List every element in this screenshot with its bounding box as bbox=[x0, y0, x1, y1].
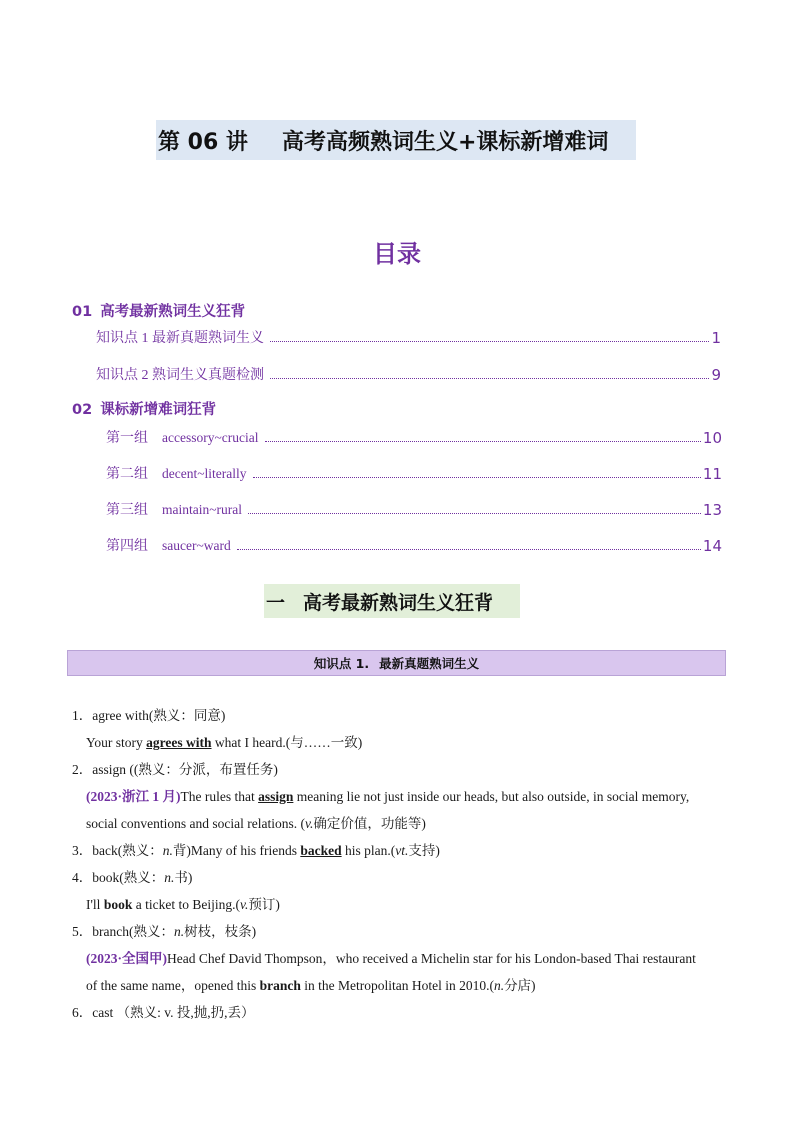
toc-item-label: 第一组 accessory~crucial bbox=[106, 430, 259, 446]
entry-1-example: Your story agrees with what I heard.(与……一致) bbox=[86, 735, 363, 750]
source-tag: (2023·全国甲) bbox=[86, 951, 167, 966]
toc-item-label: 第二组 decent~literally bbox=[106, 466, 247, 482]
toc-item-group3[interactable] bbox=[106, 497, 722, 519]
entry-2-example-cont: social conventions and social relations. (v.确定价值，功能等) bbox=[86, 816, 426, 831]
toc-section-number: 02 bbox=[72, 402, 93, 418]
toc-section-01[interactable] bbox=[72, 300, 245, 321]
knowledge-point-label: 知识点 1. bbox=[313, 656, 370, 671]
toc-item-page: 9 bbox=[711, 366, 721, 384]
entry-1-head: 1．agree with(熟义：同意) bbox=[72, 708, 226, 723]
toc-section-02[interactable] bbox=[72, 398, 216, 419]
keyword: backed bbox=[300, 843, 342, 858]
entry-2-example: (2023·浙江 1 月)The rules that assign meaning lie not just inside our heads, but also outside, in social memory, bbox=[86, 789, 690, 804]
toc-item-page: 1 bbox=[711, 329, 721, 347]
knowledge-point-title: 最新真题熟词生义 bbox=[379, 656, 480, 671]
entry-4-example: I'll book a ticket to Beijing.(v.预订) bbox=[86, 897, 280, 912]
toc-heading: 目录 bbox=[373, 240, 421, 268]
entry-5-example: (2023·全国甲)Head Chef David Thompson，who received a Michelin star for his London-based Thai restaurant bbox=[86, 951, 696, 966]
toc-section-name: 高考最新熟词生义狂背 bbox=[100, 304, 246, 320]
toc-leader bbox=[265, 441, 701, 442]
toc-item-kp2[interactable] bbox=[96, 362, 721, 384]
entry-3: 3．back(熟义：n.背)Many of his friends backed his plan.(vt.支持) bbox=[72, 843, 440, 858]
entry-4-head: 4．book(熟义：n.书) bbox=[72, 870, 193, 885]
keyword: branch bbox=[259, 978, 301, 993]
part-number: 一 bbox=[266, 591, 286, 614]
lecture-number: 第 06 讲 bbox=[158, 129, 248, 155]
source-tag: (2023·浙江 1 月) bbox=[86, 789, 181, 804]
part-title: 高考最新熟词生义狂背 bbox=[303, 591, 494, 614]
keyword: agrees with bbox=[146, 735, 212, 750]
toc-leader bbox=[270, 341, 709, 342]
toc-item-group1[interactable] bbox=[106, 425, 722, 447]
part-title-banner bbox=[264, 584, 520, 618]
knowledge-point-banner bbox=[67, 650, 726, 676]
toc-item-kp1[interactable] bbox=[96, 325, 721, 347]
entry-5-example-cont: of the same name，opened this branch in the Metropolitan Hotel in 2010.(n.分店) bbox=[86, 978, 536, 993]
toc-leader bbox=[270, 378, 709, 379]
vocab-entries bbox=[72, 702, 732, 1026]
keyword: assign bbox=[258, 789, 294, 804]
toc-item-label: 第四组 saucer~ward bbox=[106, 538, 231, 554]
keyword: book bbox=[103, 897, 133, 912]
entry-5-head: 5．branch(熟义：n.树枝，枝条) bbox=[72, 924, 257, 939]
toc-section-name: 课标新增难词狂背 bbox=[100, 402, 217, 418]
toc-item-page: 13 bbox=[702, 501, 722, 519]
toc-item-group2[interactable] bbox=[106, 461, 722, 483]
lecture-title: 高考高频熟词生义+课标新增难词 bbox=[282, 129, 609, 155]
toc-section-number: 01 bbox=[72, 304, 93, 320]
toc-leader bbox=[248, 513, 701, 514]
lecture-title-banner bbox=[156, 120, 636, 160]
toc-item-group4[interactable] bbox=[106, 533, 722, 555]
toc-item-label: 知识点 1 最新真题熟词生义 bbox=[96, 331, 264, 346]
toc-leader bbox=[237, 549, 701, 550]
toc-item-label: 第三组 maintain~rural bbox=[106, 502, 243, 518]
toc-item-page: 10 bbox=[702, 429, 722, 447]
toc-item-page: 14 bbox=[702, 537, 722, 555]
toc-leader bbox=[253, 477, 701, 478]
entry-2-head: 2．assign ((熟义：分派，布置任务) bbox=[72, 762, 278, 777]
toc-item-label: 知识点 2 熟词生义真题检测 bbox=[96, 368, 264, 383]
entry-6-head: 6．cast （熟义: v. 投,抛,扔,丢） bbox=[72, 1005, 255, 1020]
toc-item-page: 11 bbox=[702, 465, 722, 483]
